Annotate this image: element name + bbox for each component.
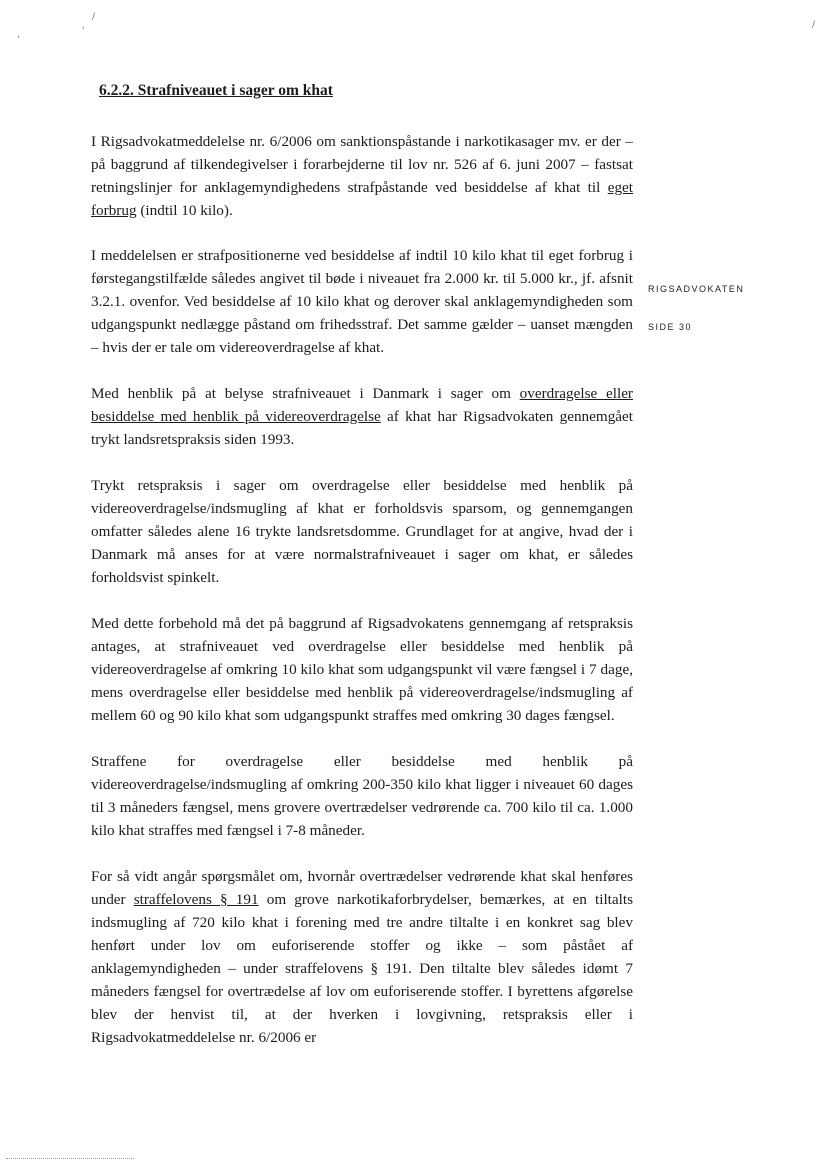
paragraph: [91, 750, 633, 842]
page-number: SIDE 30: [648, 322, 693, 332]
paragraph-text: om grove narkotikaforbrydelser, bemærkes, at en tiltalts indsmugling af 720 kilo khat i forening med tre andre tiltalte i en konkret sag blev henført under lov om euforiserende stoffer og ikke – som påstået af anklagemyndigheden – under straffelovens § 191. Den tiltalte blev således idømt 7 måneders fængsel for overtrædelse af lov om euforiserende stoffer. I byrettens afgørelse blev der henvist til, at der hverken i lovgivning, retspraksis eller i Rigsadvokatmeddelelse nr. 6/2006 er: [91, 891, 633, 1046]
scan-speck: ': [82, 26, 85, 36]
paragraph: [91, 474, 633, 589]
scan-speck: /: [92, 12, 96, 22]
paragraph-text: Trykt retspraksis i sager om overdragelse eller besiddelse med henblik på videreoverdragelse/indsmugling af khat er forholdsvis sparsom, og gennemgangen omfatter således alene 16 trykte landsretsdomme. Grundlaget for at angive, hvad der i Danmark må anses for at være normalstrafniveauet i sager om khat, er således forholdsvist spinkelt.: [91, 477, 633, 586]
section-heading: 6.2.2. Strafniveauet i sager om khat: [99, 82, 333, 99]
footer-rule: [6, 1158, 134, 1159]
scan-speck: /: [812, 20, 816, 30]
paragraph: [91, 865, 633, 1049]
body-text: [91, 130, 633, 1072]
paragraph-text: I Rigsadvokatmeddelelse nr. 6/2006 om sanktionspåstande i narkotikasager mv. er der – på baggrund af tilkendegivelser i forarbejderne til lov nr. 526 af 6. juni 2007 – fastsat retningslinjer for anklagemyndighedens strafpåstande ved besiddelse af khat til: [91, 133, 633, 196]
paragraph-text: For så vidt angår spørgsmålet om, hvornår overtrædelser vedrørende khat skal henføres under: [91, 868, 633, 908]
paragraph-text: Med henblik på at belyse strafniveauet i Danmark i sager om: [91, 385, 520, 402]
underlined-reference: straffelovens § 191: [133, 891, 259, 908]
sidebar: [648, 284, 744, 360]
paragraph-text: I meddelelsen er strafpositionerne ved besiddelse af indtil 10 kilo khat til eget forbrug i førstegangstilfælde således angivet til bøde i niveauet fra 2.000 kr. til 5.000 kr., jf. afsnit 3.2.1. ovenfor. Ved besiddelse af 10 kilo khat og derover skal anklagemyndigheden som udgangspunkt nedlægge påstand om frihedsstraf. Det samme gælder – uanset mængden – hvis der er tale om videreoverdragelse af khat.: [91, 247, 633, 356]
paragraph-text: Med dette forbehold må det på baggrund af Rigsadvokatens gennemgang af retspraksis antages, at strafniveauet ved overdragelse eller besiddelse med henblik på videreoverdragelse af omkring 10 kilo khat som udgangspunkt vil være fængsel i 7 dage, mens overdragelse eller besiddelse med henblik på videreoverdragelse/indsmugling af mellem 60 og 90 kilo khat som udgangspunkt straffes med omkring 30 dages fængsel.: [91, 615, 633, 724]
underlined-reference: eget forbrug: [91, 179, 633, 219]
paragraph-text: Straffene for overdragelse eller besiddelse med henblik på videreoverdragelse/indsmugling af omkring 200-350 kilo khat ligger i niveauet 60 dages til 3 måneders fængsel, mens grovere overtrædelser vedrørende ca. 700 kilo til ca. 1.000 kilo khat straffes med fængsel i 7-8 måneder.: [91, 753, 633, 839]
paragraph: [91, 382, 633, 451]
paragraph-text: af khat har Rigsadvokaten gennemgået trykt landsretspraksis siden 1993.: [91, 408, 633, 448]
organization-label: RIGSADVOKATEN: [648, 284, 745, 294]
paragraph: [91, 612, 633, 727]
scan-speck: ,: [17, 30, 20, 40]
underlined-reference: overdragelse eller besiddelse med henblik på videreoverdragelse: [91, 385, 633, 425]
paragraph-text: (indtil 10 kilo).: [136, 202, 233, 219]
paragraph: [91, 244, 633, 359]
paragraph: [91, 130, 633, 222]
